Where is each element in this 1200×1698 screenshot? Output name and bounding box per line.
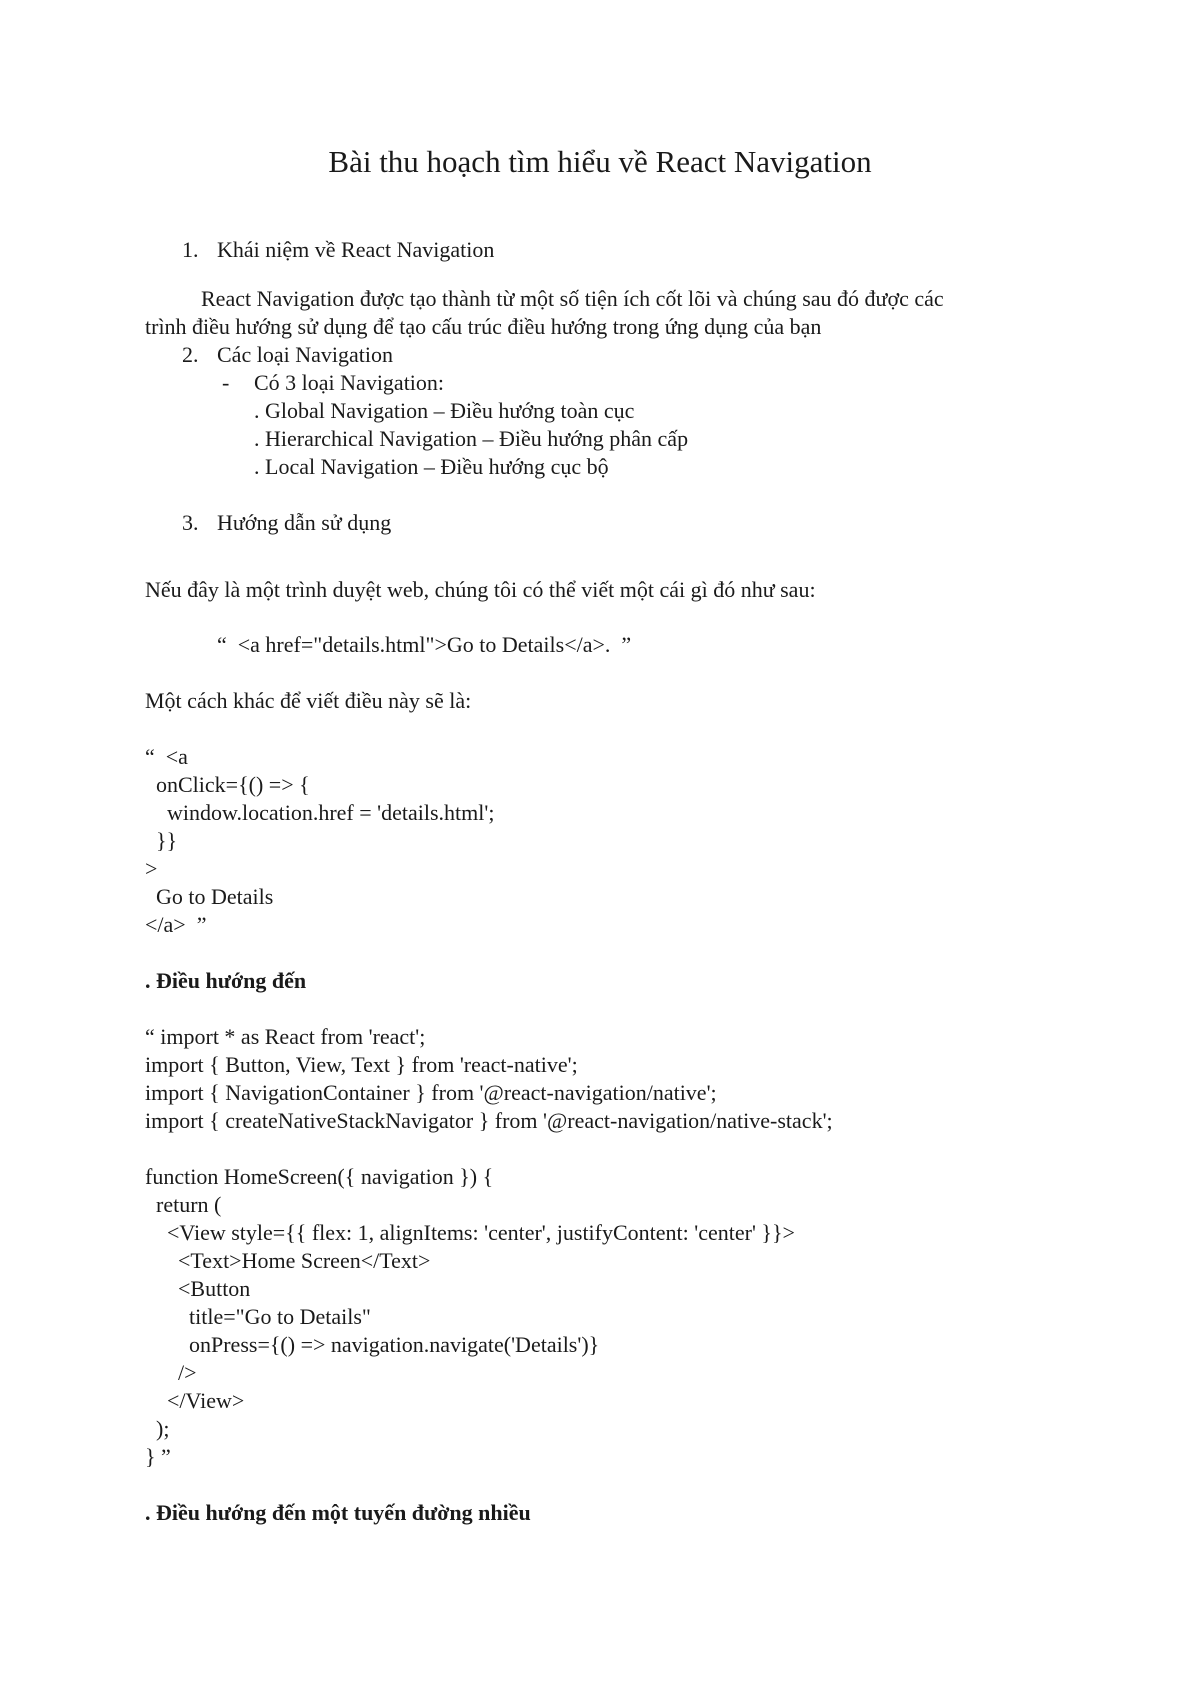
code-line: }} bbox=[145, 828, 178, 853]
code-line: </View> bbox=[145, 1388, 245, 1413]
example-link-code: “ <a href="details.html">Go to Details</a>. ” bbox=[217, 632, 632, 657]
navigation-type-global: . Global Navigation – Điều hướng toàn cục bbox=[254, 398, 635, 423]
code-line: “ <a bbox=[145, 744, 188, 769]
code-line: /> bbox=[145, 1360, 197, 1385]
code-line: window.location.href = 'details.html'; bbox=[145, 800, 495, 825]
code-line: import { Button, View, Text } from 'react-native'; bbox=[145, 1052, 578, 1077]
heading-navigate-multiple: . Điều hướng đến một tuyến đường nhiều bbox=[145, 1500, 531, 1525]
code-line: title="Go to Details" bbox=[145, 1304, 371, 1329]
code-line: onPress={() => navigation.navigate('Details')} bbox=[145, 1332, 600, 1357]
code-line: > bbox=[145, 856, 158, 881]
section-2-number: 2. bbox=[182, 342, 199, 367]
code-line: “ import * as React from 'react'; bbox=[145, 1024, 426, 1049]
code-line: Go to Details bbox=[145, 884, 274, 909]
navigation-type-local: . Local Navigation – Điều hướng cục bộ bbox=[254, 454, 609, 479]
bullet-marker: - bbox=[222, 370, 230, 395]
section-3-number: 3. bbox=[182, 510, 199, 535]
code-line: <Button bbox=[145, 1276, 251, 1301]
code-line: <Text>Home Screen</Text> bbox=[145, 1248, 431, 1273]
paragraph-web: Nếu đây là một trình duyệt web, chúng tôi có thể viết một cái gì đó như sau: bbox=[145, 577, 816, 602]
section-1-body-line-2: trình điều hướng sử dụng để tạo cấu trúc điều hướng trong ứng dụng của bạn bbox=[145, 314, 822, 339]
code-line: return ( bbox=[145, 1192, 222, 1217]
paragraph-alternative: Một cách khác để viết điều này sẽ là: bbox=[145, 688, 472, 713]
code-line: function HomeScreen({ navigation }) { bbox=[145, 1164, 494, 1189]
page-title: Bài thu hoạch tìm hiểu về React Navigation bbox=[328, 144, 872, 179]
section-3-heading: Hướng dẫn sử dụng bbox=[217, 510, 392, 535]
code-line: import { NavigationContainer } from '@react-navigation/native'; bbox=[145, 1080, 717, 1105]
code-line: </a> ” bbox=[145, 912, 207, 937]
code-line: import { createNativeStackNavigator } from '@react-navigation/native-stack'; bbox=[145, 1108, 833, 1133]
section-2-heading: Các loại Navigation bbox=[217, 342, 393, 367]
code-line: onClick={() => { bbox=[145, 772, 310, 797]
section-1-number: 1. bbox=[182, 237, 199, 262]
code-line: <View style={{ flex: 1, alignItems: 'center', justifyContent: 'center' }}> bbox=[145, 1220, 795, 1245]
code-line: } ” bbox=[145, 1444, 171, 1469]
code-line: ); bbox=[145, 1416, 170, 1441]
heading-navigate: . Điều hướng đến bbox=[145, 968, 307, 993]
bullet-text: Có 3 loại Navigation: bbox=[254, 370, 445, 395]
section-1-body-line-1: React Navigation được tạo thành từ một số tiện ích cốt lõi và chúng sau đó được các bbox=[201, 286, 944, 311]
section-1-heading: Khái niệm về React Navigation bbox=[217, 237, 495, 262]
navigation-type-hierarchical: . Hierarchical Navigation – Điều hướng phân cấp bbox=[254, 426, 689, 451]
